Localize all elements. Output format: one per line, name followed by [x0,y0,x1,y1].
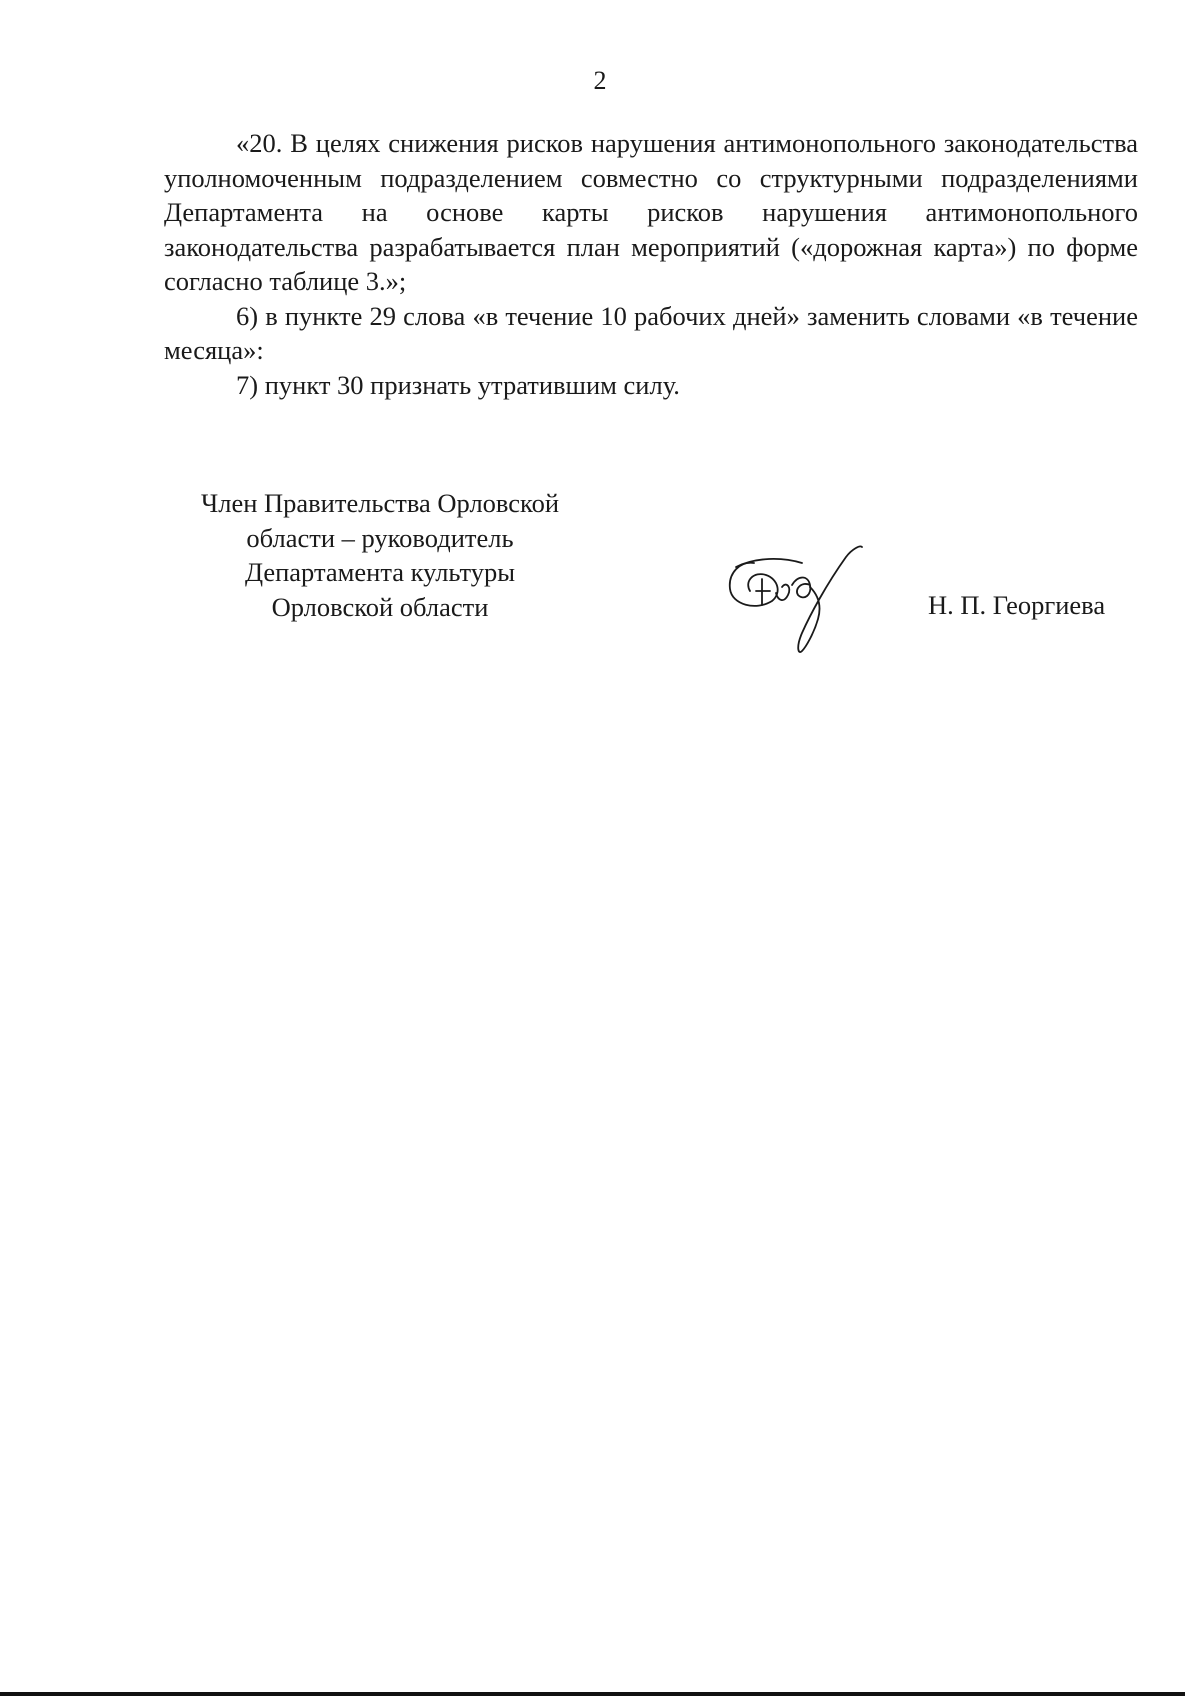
signatory-title-line: области – руководитель [246,522,514,553]
signatory-title [170,486,590,624]
document-body [164,126,1138,402]
paragraph-amendment-7: 7) пункт 30 признать утратившим силу. [236,369,680,400]
page-number: 2 [593,66,607,95]
signatory-title-line: Департамента культуры [244,557,516,587]
signatory-name: Н. П. Георгиева [928,590,1106,620]
paragraph-amendment-6: 6) в пункте 29 слова «в течение 10 рабочих дней» заменить словами «в течение месяца»: [164,300,1138,365]
handwritten-signature [722,535,872,655]
paragraph-item-20: «20. В целях снижения рисков нарушения антимонопольного законодательства уполномоченным подразделением совместно со структурными подразделениями Департамента на основе карты рисков нарушения антимонопольного законодательства разрабатывается план мероприятий («дорожная карта») по форме согласно таблице 3.»; [164,128,1138,296]
signatory-title-line: Член Правительства Орловской [201,488,559,518]
signatory-title-line: Орловской области [271,591,489,622]
bottom-rule [0,1692,1185,1696]
